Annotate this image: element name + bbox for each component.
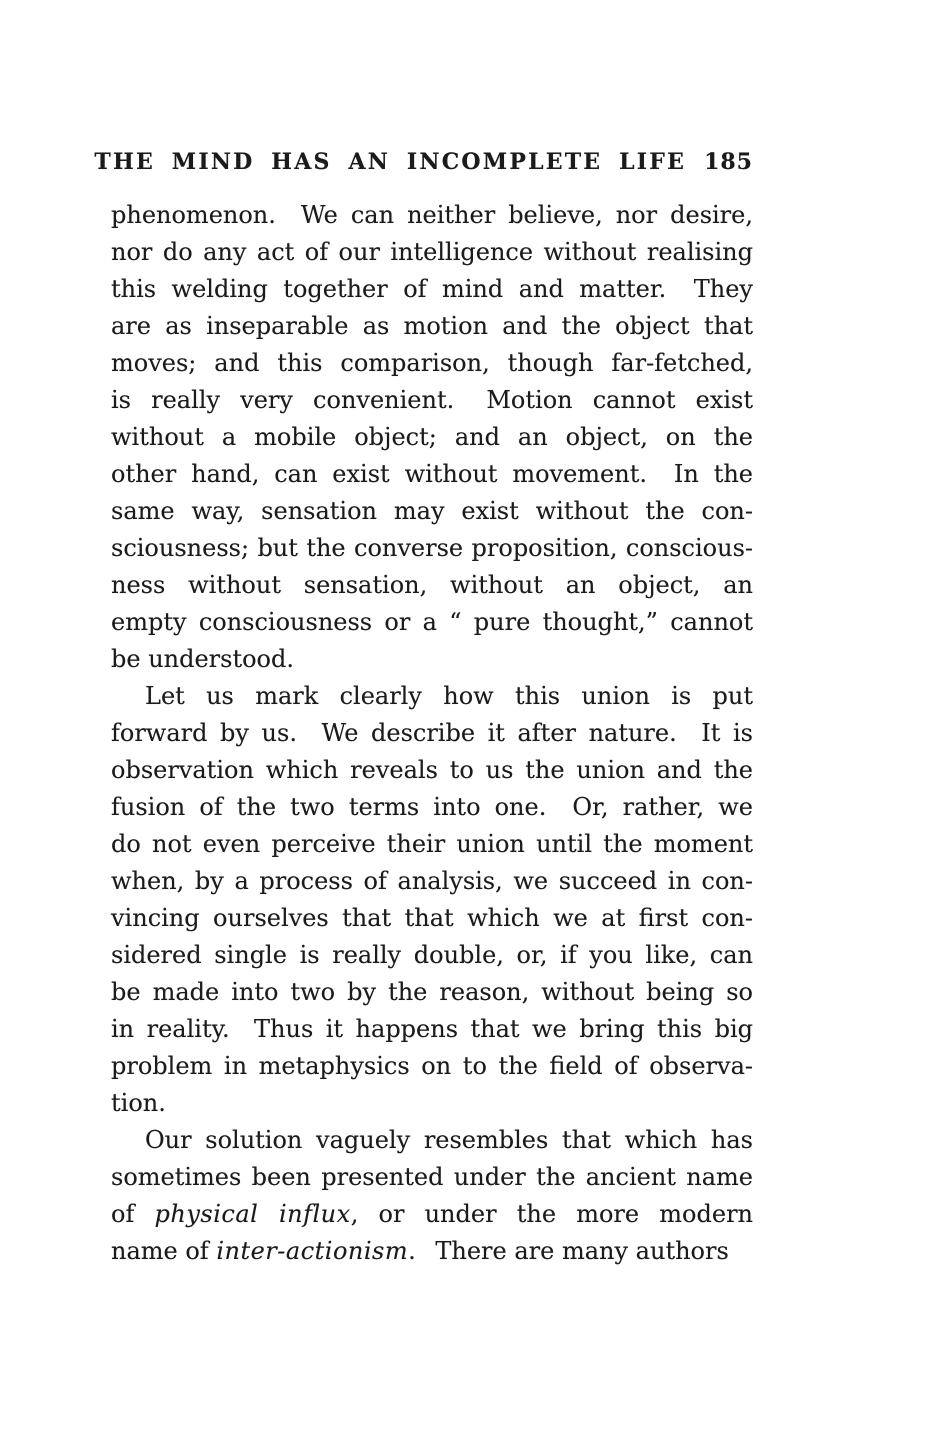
italic-term: physical influx — [154, 1200, 351, 1228]
text-segment: of — [111, 1200, 155, 1228]
page-header — [94, 149, 753, 175]
text-line: tion. — [111, 1089, 166, 1117]
text-segment: name of — [111, 1237, 217, 1265]
paragraph — [111, 678, 753, 1122]
text-line: vincing ourselves that that which we at first con- — [111, 904, 753, 932]
text-line: sciousness; but the converse proposition, conscious- — [111, 534, 753, 562]
text-line: nor do any act of our intelligence without realising — [111, 238, 753, 266]
text-line: when, by a process of analysis, we succeed in con- — [111, 867, 753, 895]
text-line — [111, 1233, 753, 1270]
text-line: do not even perceive their union until the moment — [111, 830, 753, 858]
text-line: sidered single is really double, or, if you like, can — [111, 941, 753, 969]
text-line: be understood. — [111, 645, 294, 673]
text-line: empty consciousness or a “ pure thought,” cannot — [111, 608, 753, 636]
text-segment: . There are many authors — [408, 1237, 729, 1265]
text-line: forward by us. We describe it after nature. It is — [111, 719, 753, 747]
page-text-block — [111, 197, 753, 1270]
text-line: sometimes been presented under the ancient name — [111, 1163, 753, 1191]
italic-term: inter-actionism — [216, 1237, 409, 1265]
text-line: problem in metaphysics on to the field of observa- — [111, 1052, 753, 1080]
text-line: Let us mark clearly how this union is put — [145, 682, 753, 710]
text-line: Our solution vaguely resembles that which has — [145, 1126, 753, 1154]
text-line: phenomenon. We can neither believe, nor desire, — [111, 201, 753, 229]
page-number: 185 — [704, 149, 753, 175]
text-line: be made into two by the reason, without being so — [111, 978, 753, 1006]
text-line — [111, 1196, 753, 1233]
text-line: moves; and this comparison, though far-fetched, — [111, 349, 753, 377]
text-line: without a mobile object; and an object, on the — [111, 423, 753, 451]
text-line: are as inseparable as motion and the object that — [111, 312, 753, 340]
text-line: other hand, can exist without movement. In the — [111, 460, 753, 488]
text-line: is really very convenient. Motion cannot exist — [111, 386, 753, 414]
text-line: this welding together of mind and matter. They — [111, 275, 753, 303]
text-segment: , or under the more modern — [350, 1200, 753, 1228]
text-line: in reality. Thus it happens that we bring this big — [111, 1015, 753, 1043]
text-line: ness without sensation, without an object, an — [111, 571, 753, 599]
paragraph — [111, 197, 753, 678]
running-head-title: THE MIND HAS AN INCOMPLETE LIFE — [94, 149, 687, 175]
text-line: same way, sensation may exist without the con- — [111, 497, 753, 525]
text-line: fusion of the two terms into one. Or, rather, we — [111, 793, 753, 821]
text-line: observation which reveals to us the union and the — [111, 756, 753, 784]
paragraph — [111, 1122, 753, 1270]
